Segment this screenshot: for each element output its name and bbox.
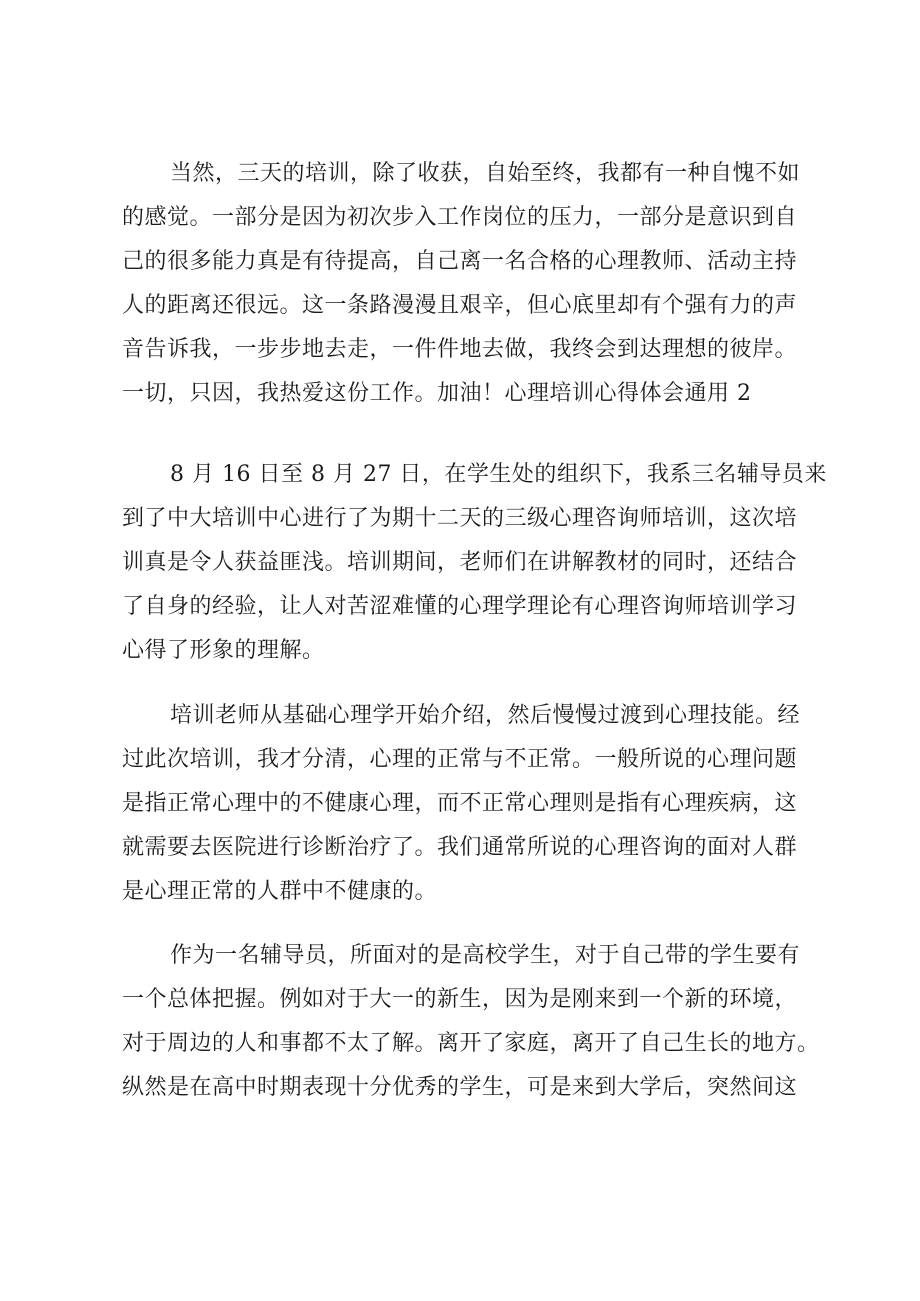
text-line: 作为一名辅导员，所面对的是高校学生，对于自己带的学生要有: [170, 943, 801, 968]
text-line: 己的很多能力真是有待提高，自己离一名合格的心理教师、活动主持: [122, 249, 798, 274]
text-line: 对于周边的人和事都不太了解。离开了家庭，离开了自己生长的地方。: [122, 1031, 820, 1056]
text-line: 了自身的经验，让人对苦涩难懂的心理学理论有心理咨询师培训学习: [122, 594, 798, 619]
text-line: 当然，三天的培训，除了收获，自始至终，我都有一种自愧不如: [170, 161, 801, 186]
text-line: 的感觉。一部分是因为初次步入工作岗位的压力，一部分是意识到自: [122, 205, 798, 230]
text-line: 是指正常心理中的不健康心理，而不正常心理则是指有心理疾病，这: [122, 791, 798, 816]
text-line: 一个总体把握。例如对于大一的新生，因为是刚来到一个新的环境，: [122, 987, 798, 1012]
text-line: 人的距离还很远。这一条路漫漫且艰辛，但心底里却有个强有力的声: [122, 293, 798, 318]
paragraph-3: [122, 694, 822, 914]
text-line: 训真是令人获益匪浅。培训期间，老师们在讲解教材的同时，还结合: [122, 550, 798, 575]
paragraph-2: [122, 453, 827, 673]
text-line: 纵然是在高中时期表现十分优秀的学生，可是来到大学后，突然间这: [122, 1075, 798, 1100]
text-line: 培训老师从基础心理学开始介绍，然后慢慢过渡到心理技能。经: [170, 703, 801, 728]
paragraph-1: [122, 152, 822, 416]
text-line: 是心理正常的人群中不健康的。: [122, 879, 438, 904]
text-line: 到了中大培训中心进行了为期十二天的三级心理咨询师培训，这次培: [122, 506, 798, 531]
text-line: 音告诉我，一步步地去走，一件件地去做，我终会到达理想的彼岸。: [122, 337, 798, 362]
text-line: 过此次培训，我才分清，心理的正常与不正常。一般所说的心理问题: [122, 747, 798, 772]
text-line: 8 月 16 日至 8 月 27 日，在学生处的组织下，我系三名辅导员来: [170, 462, 827, 487]
text-line: 心得了形象的理解。: [122, 638, 325, 663]
paragraph-4: [122, 934, 822, 1110]
text-line: 就需要去医院进行诊断治疗了。我们通常所说的心理咨询的面对人群: [122, 835, 798, 860]
text-line: 一切，只因，我热爱这份工作。加油！心理培训心得体会通用 2: [122, 381, 752, 406]
